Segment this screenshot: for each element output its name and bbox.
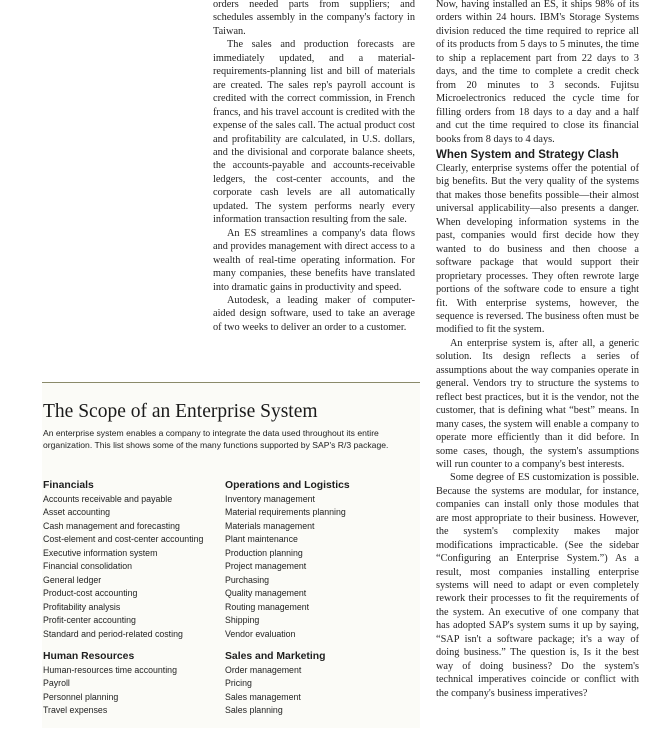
body-paragraph: An ES streamlines a company's data flows and provides management with direct access to a wealth of real-time operating information. For many companies, these benefits have translated into dramatic gains in productivity and speed. — [213, 227, 415, 293]
list-item: Cash management and forecasting — [43, 520, 180, 531]
list-item: Travel expenses — [43, 705, 108, 716]
list-item: Profitability analysis — [43, 601, 121, 612]
list-item: Materials management — [225, 520, 315, 531]
list-item: Pricing — [225, 678, 252, 689]
list-item: Routing management — [225, 601, 310, 612]
financials-group — [43, 479, 233, 641]
list-item: Quality management — [225, 588, 307, 599]
function-list — [43, 493, 233, 641]
list-item: Payroll — [43, 678, 70, 689]
group-heading: Operations and Logistics — [225, 480, 350, 491]
body-paragraph: Now, having installed an ES, it ships 98% of its orders within 24 hours. IBM's Storage Systems division reduced the time required to reprice all of its products from 5 days to 5 minutes, the time to ship a replacement part from 22 days to 3 days, and the time to complete a credit check from 20 minutes to 3 seconds. Fujitsu Microelectronics reduced the cycle time for filling orders from 18 days to a day and a half and cut the time required to close its financial books from 8 days to 4 days. — [436, 0, 639, 145]
list-item: General ledger — [43, 574, 102, 585]
list-item: Sales planning — [225, 705, 283, 716]
list-item: Product-cost accounting — [43, 588, 138, 599]
list-item: Production planning — [225, 547, 303, 558]
body-paragraph: orders needed parts from suppliers; and schedules assembly in the company's factory in Taiwan. — [213, 0, 415, 37]
body-paragraph: The sales and production forecasts are immediately updated, and a material-requirements-planning list and bill of materials are created. The sales rep's payroll account is credited with the correct commission, in French francs, and his travel account is credited with the expense of the sales call. The actual product cost and profitability are calculated, in U.S. dollars, and the divisional and corporate balance sheets, the accounts-payable and accounts-receivable ledgers, the cost-center accounts, and the corporate cash levels are all automatically updated. The system performs nearly every information transaction resulting from the sale. — [213, 39, 415, 226]
group-heading: Financials — [43, 480, 94, 491]
body-paragraph: An enterprise system is, after all, a generic solution. Its design reflects a series of assumptions about the way companies operate in general. Vendors try to structure the systems to reflect best practices, but it is the vendor, not the customer, that is defining what “best” means. In many cases, the system will enable a company to operate more efficiently than it did before. In some cases, though, the system's assumptions will run counter to a company's best interests. — [436, 337, 639, 470]
list-item: Personnel planning — [43, 691, 119, 702]
list-item: Plant maintenance — [225, 534, 298, 545]
group-heading: Human Resources — [43, 651, 135, 662]
human-resources-group — [43, 650, 233, 718]
list-item: Human-resources time accounting — [43, 665, 177, 675]
list-item: Asset accounting — [43, 507, 110, 518]
function-list — [225, 493, 415, 641]
list-item: Financial consolidation — [43, 561, 132, 572]
list-item: Vendor evaluation — [225, 628, 296, 639]
section-heading: When System and Strategy Clash — [436, 148, 619, 161]
sidebar-box — [42, 382, 420, 728]
middle-text-column — [213, 0, 415, 334]
body-paragraph: Autodesk, a leading maker of computer-aided design software, used to take an average of two weeks to deliver an order to a customer. — [213, 294, 415, 333]
list-item: Inventory management — [225, 494, 315, 504]
list-item: Project management — [225, 561, 307, 572]
sidebar-intro: An enterprise system enables a company to integrate the data used throughout its entire organization. This list shows some of the many functions supported by SAP's R/3 package. — [43, 428, 389, 450]
list-item: Sales management — [225, 691, 301, 702]
group-heading: Sales and Marketing — [225, 651, 326, 662]
list-item: Standard and period-related costing — [43, 628, 183, 639]
list-item: Profit-center accounting — [43, 615, 136, 626]
body-paragraph: Some degree of ES customization is possible. Because the systems are modular, for instance, companies can install only those modules that are most appropriate to their business. However, the system's complexity makes major modifications impracticable. (See the sidebar “Configuring an Enterprise System.”) As a result, most companies installing enterprise systems will need to adapt or even completely rework their processes to fit the requirements of the system. An executive of one company that has adopted SAP's system sums it up by saying, “SAP isn't a software package; it's a way of doing business.” The question is, Is it the best way of doing business? Do the system's technical imperatives coincide or conflict with the company's business imperatives? — [436, 472, 639, 699]
list-item: Order management — [225, 665, 302, 675]
function-list — [43, 664, 233, 718]
body-paragraph: Clearly, enterprise systems offer the potential of big benefits. But the very quality of the systems that makes those benefits possible—their almost universal applicability—also presents a danger. When developing information systems in the past, companies would first decide how they wanted to do business and then choose a software package that would support their proprietary processes. They often rewrote large portions of the software code to ensure a tight fit. With enterprise systems, however, the sequence is reversed. The business often must be modified to fit the system. — [436, 162, 639, 336]
sidebar-title: The Scope of an Enterprise System — [43, 401, 318, 422]
sales-marketing-group — [225, 650, 415, 718]
list-item: Accounts receivable and payable — [43, 494, 173, 504]
operations-group — [225, 479, 415, 641]
list-item: Cost-element and cost-center accounting — [43, 534, 204, 545]
function-list — [225, 664, 415, 718]
list-item: Executive information system — [43, 547, 158, 558]
list-item: Shipping — [225, 615, 260, 626]
right-text-column — [436, 0, 639, 700]
list-item: Purchasing — [225, 574, 270, 585]
list-item: Material requirements planning — [225, 507, 346, 518]
